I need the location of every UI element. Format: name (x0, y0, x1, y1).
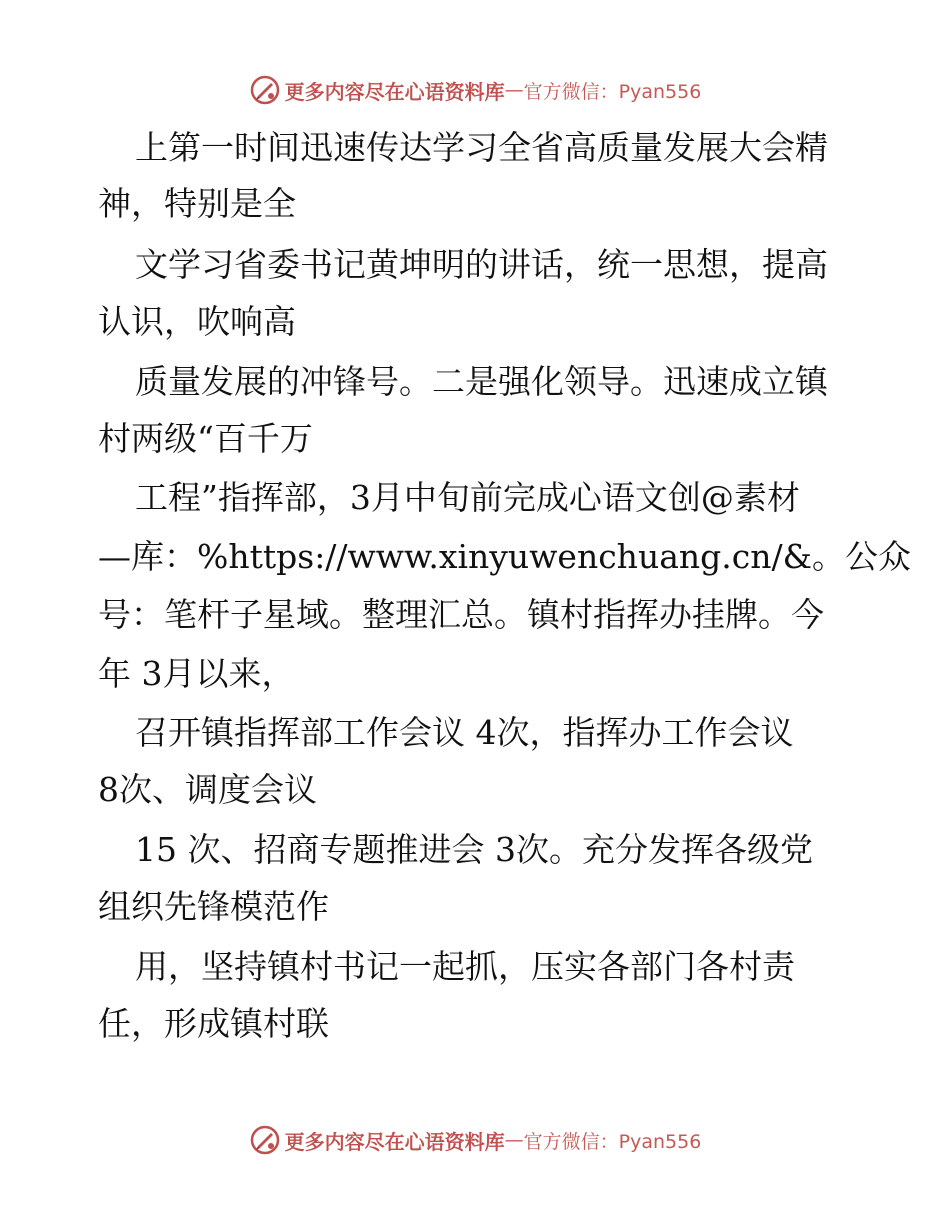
pen-seal-icon (249, 1124, 281, 1156)
watermark-title: 更多内容尽在心语资料库 (284, 1129, 505, 1154)
body-line: 村两级“百千万 (98, 419, 313, 458)
body-line: 用，坚持镇村书记一起抓，压实各部门各村责 (135, 947, 795, 986)
body-line: —库：%https://www.xinyuwenchuang.cn/&。公众 (98, 537, 911, 576)
watermark-dash: — (504, 79, 524, 101)
body-line: 神，特别是全 (98, 184, 296, 223)
body-line: 工程”指挥部，3月中旬前完成心语文创@素材 (135, 478, 800, 517)
body-line: 年 3月以来， (98, 654, 295, 693)
body-line: 15 次、招商专题推进会 3次。充分发挥各级党 (135, 830, 813, 869)
footer-watermark (0, 1120, 950, 1160)
body-line: 文学习省委书记黄坤明的讲话，统一思想，提高 (135, 245, 828, 284)
body-line: 上第一时间迅速传达学习全省高质量发展大会精 (135, 128, 828, 167)
watermark-wechat: 官方微信：Pyan556 (523, 80, 702, 103)
body-line: 召开镇指挥部工作会议 4次，指挥办工作会议 (135, 713, 794, 752)
body-line: 组织先锋模范作 (98, 887, 329, 926)
body-line: 号：笔杆子星域。整理汇总。镇村指挥办挂牌。今 (98, 595, 824, 634)
pen-seal-icon (249, 74, 281, 106)
body-line: 认识，吹响高 (98, 302, 296, 341)
watermark-wechat: 官方微信：Pyan556 (523, 1130, 702, 1153)
body-line: 质量发展的冲锋号。二是强化领导。迅速成立镇 (135, 362, 828, 401)
body-line: 任，形成镇村联 (98, 1004, 329, 1043)
body-line: 8次、调度会议 (98, 770, 317, 809)
header-watermark (0, 70, 950, 110)
watermark-dash: — (504, 1129, 524, 1151)
watermark-title: 更多内容尽在心语资料库 (284, 79, 505, 104)
